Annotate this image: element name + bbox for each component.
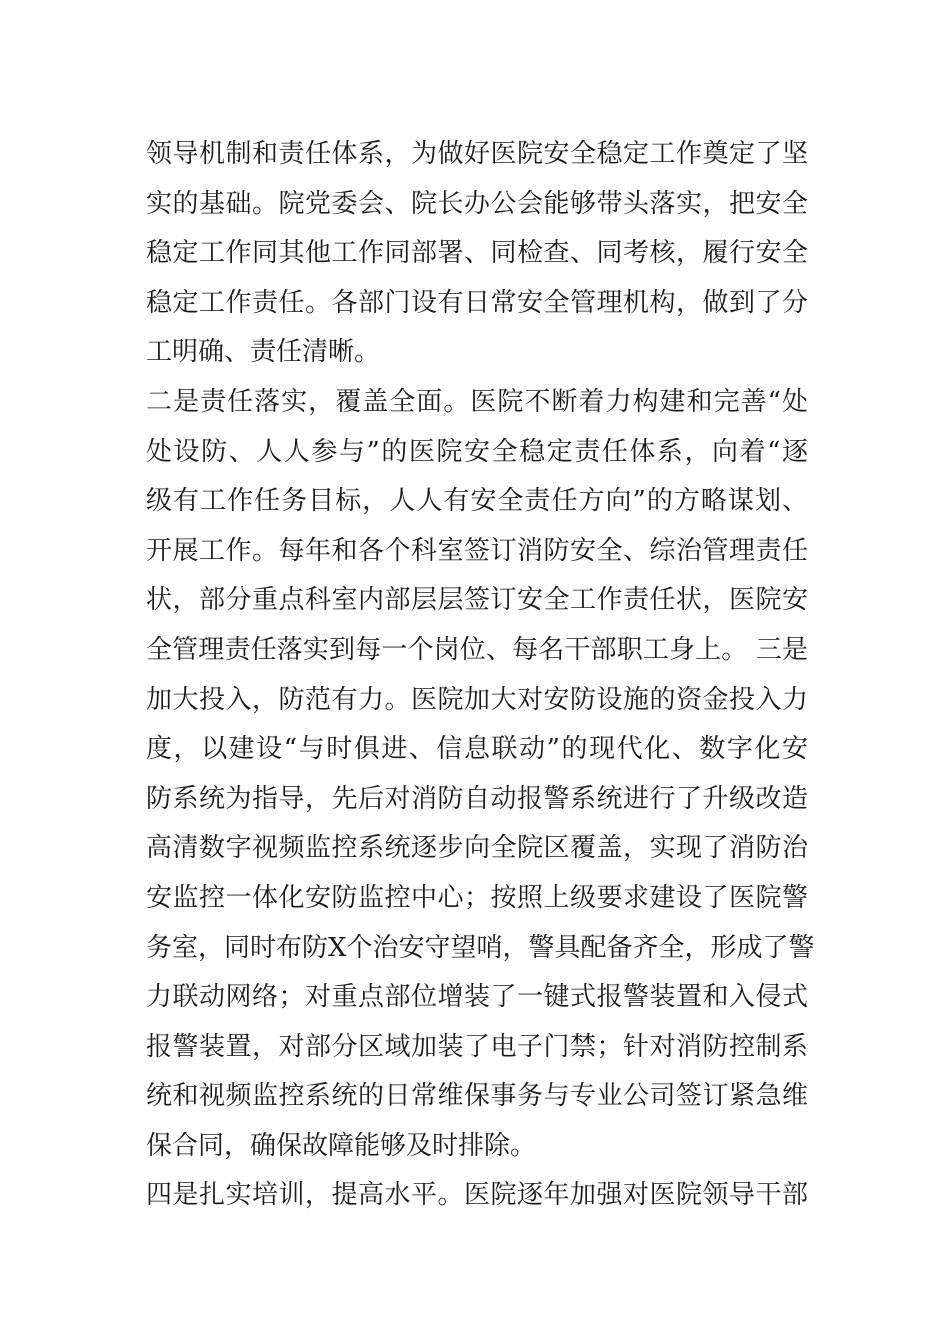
text-line: 报警装置，对部分区域加装了电子门禁；针对消防控制系 (146, 1031, 808, 1062)
text-line: 务室，同时布防X个治安守望哨，警具配备齐全，形成了警 (146, 932, 815, 963)
text-line: 统和视频监控系统的日常维保事务与专业公司签订紧急维 (146, 1081, 808, 1112)
text-line: 二是责任落实，覆盖全面。医院不断着力构建和完善“处 (146, 386, 808, 417)
text-line: 力联动网络；对重点部位增装了一键式报警装置和入侵式 (146, 982, 808, 1013)
text-line: 保合同，确保故障能够及时排除。 (146, 1130, 537, 1161)
text-line: 工明确、责任清晰。 (146, 337, 381, 368)
text-line: 稳定工作同其他工作同部署、同检查、同考核，履行安全 (146, 238, 808, 269)
text-line: 领导机制和责任体系，为做好医院安全稳定工作奠定了坚 (146, 139, 808, 169)
document-body (146, 130, 815, 1221)
text-line: 稳定工作责任。各部门设有日常安全管理机构，做到了分 (146, 287, 808, 318)
text-line: 度，以建设“与时俱进、信息联动”的现代化、数字化安 (146, 734, 808, 765)
text-line: 高清数字视频监控系统逐步向全院区覆盖，实现了消防治 (146, 833, 808, 864)
text-line: 全管理责任落实到每一个岗位、每名干部职工身上。 三是 (146, 634, 808, 665)
text-line: 安监控一体化安防监控中心；按照上级要求建设了医院警 (146, 882, 808, 913)
text-line: 开展工作。每年和各个科室签订消防安全、综治管理责任 (146, 535, 808, 566)
text-line: 处设防、人人参与”的医院安全稳定责任体系，向着“逐 (146, 436, 808, 467)
text-line: 防系统为指导，先后对消防自动报警系统进行了升级改造 (146, 783, 808, 814)
text-line: 四是扎实培训，提高水平。医院逐年加强对医院领导干部 (146, 1180, 808, 1211)
text-line: 级有工作任务目标，人人有安全责任方向”的方略谋划、 (146, 486, 808, 517)
text-line: 实的基础。院党委会、院长办公会能够带头落实，把安全 (146, 188, 808, 219)
text-line: 状，部分重点科室内部层层签订安全工作责任状，医院安 (146, 585, 808, 616)
text-line: 加大投入，防范有力。医院加大对安防设施的资金投入力 (146, 684, 808, 715)
